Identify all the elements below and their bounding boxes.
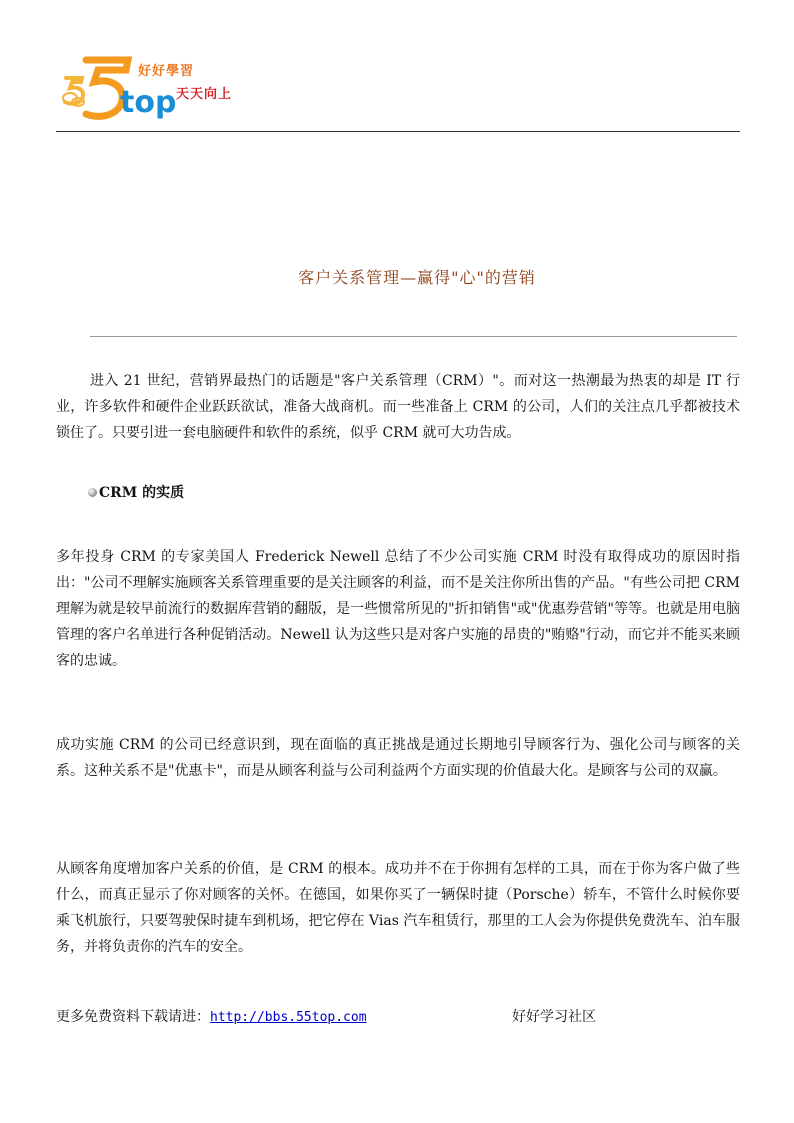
article-title: 客户关系管理—赢得"心"的营销 <box>298 268 536 287</box>
paragraph-4: 从顾客角度增加客户关系的价值，是 CRM 的根本。成功并不在于你拥有怎样的工具，而在于你为客户做了些什么，而真正显示了你对顾客的关怀。在德国，如果你买了一辆保时捷（Porsche）轿车，不管什么时候你要乘飞机旅行，只要驾驶保时捷车到机场，把它停在 Vias 汽车租赁行，那里的工人会为你提供免费洗车、泊车服务，并将负责你的汽车的安全。 <box>56 861 740 955</box>
bullet-icon <box>88 488 97 497</box>
title-divider <box>90 336 737 337</box>
footer-prompt: 更多免费资料下载请进： <box>56 1009 210 1025</box>
intro-paragraph: 进入 21 世纪，营销界最热门的话题是"客户关系管理（CRM）"。而对这一热潮最为热衷的却是 IT 行业，许多软件和硬件企业跃跃欲试，准备大战商机。而一些准备上 CRM 的公司，人们的关注点几乎都被技术锁住了。只要引进一套电脑硬件和软件的系统，似乎 CRM 就可大功告成。 <box>56 373 740 441</box>
section-heading <box>88 482 184 502</box>
header-divider <box>56 131 740 132</box>
footer-link[interactable]: http://bbs.55top.com <box>210 1010 367 1025</box>
logo-brand: top <box>120 85 177 120</box>
section-heading-text: CRM 的实质 <box>99 485 185 501</box>
logo-slogan-bottom: 天天向上 <box>176 87 233 102</box>
footer-community: 好好学习社区 <box>512 1009 596 1025</box>
paragraph-3: 成功实施 CRM 的公司已经意识到，现在面临的真正挑战是通过长期地引导顾客行为、强化公司与顾客的关系。这种关系不是"优惠卡"，而是从顾客利益与公司利益两个方面实现的价值最大化。是顾客与公司的双赢。 <box>56 737 740 779</box>
paragraph-2: 多年投身 CRM 的专家美国人 Frederick Newell 总结了不少公司实施 CRM 时没有取得成功的原因时指出："公司不理解实施顾客关系管理重要的是关注顾客的利益，而不是关注你所出售的产品。"有些公司把 CRM 理解为就是较早前流行的数据库营销的翻版，是一些惯常所见的"折扣销售"或"优惠券营销"等等。也就是用电脑管理的客户名单进行各种促销活动。Newell 认为这些只是对客户实施的昂贵的"贿赂"行动，而它并不能买来顾客的忠诚。 <box>56 549 740 669</box>
site-logo <box>56 52 256 124</box>
footer <box>56 1006 740 1029</box>
logo-slogan-top: 好好學習 <box>138 64 195 79</box>
